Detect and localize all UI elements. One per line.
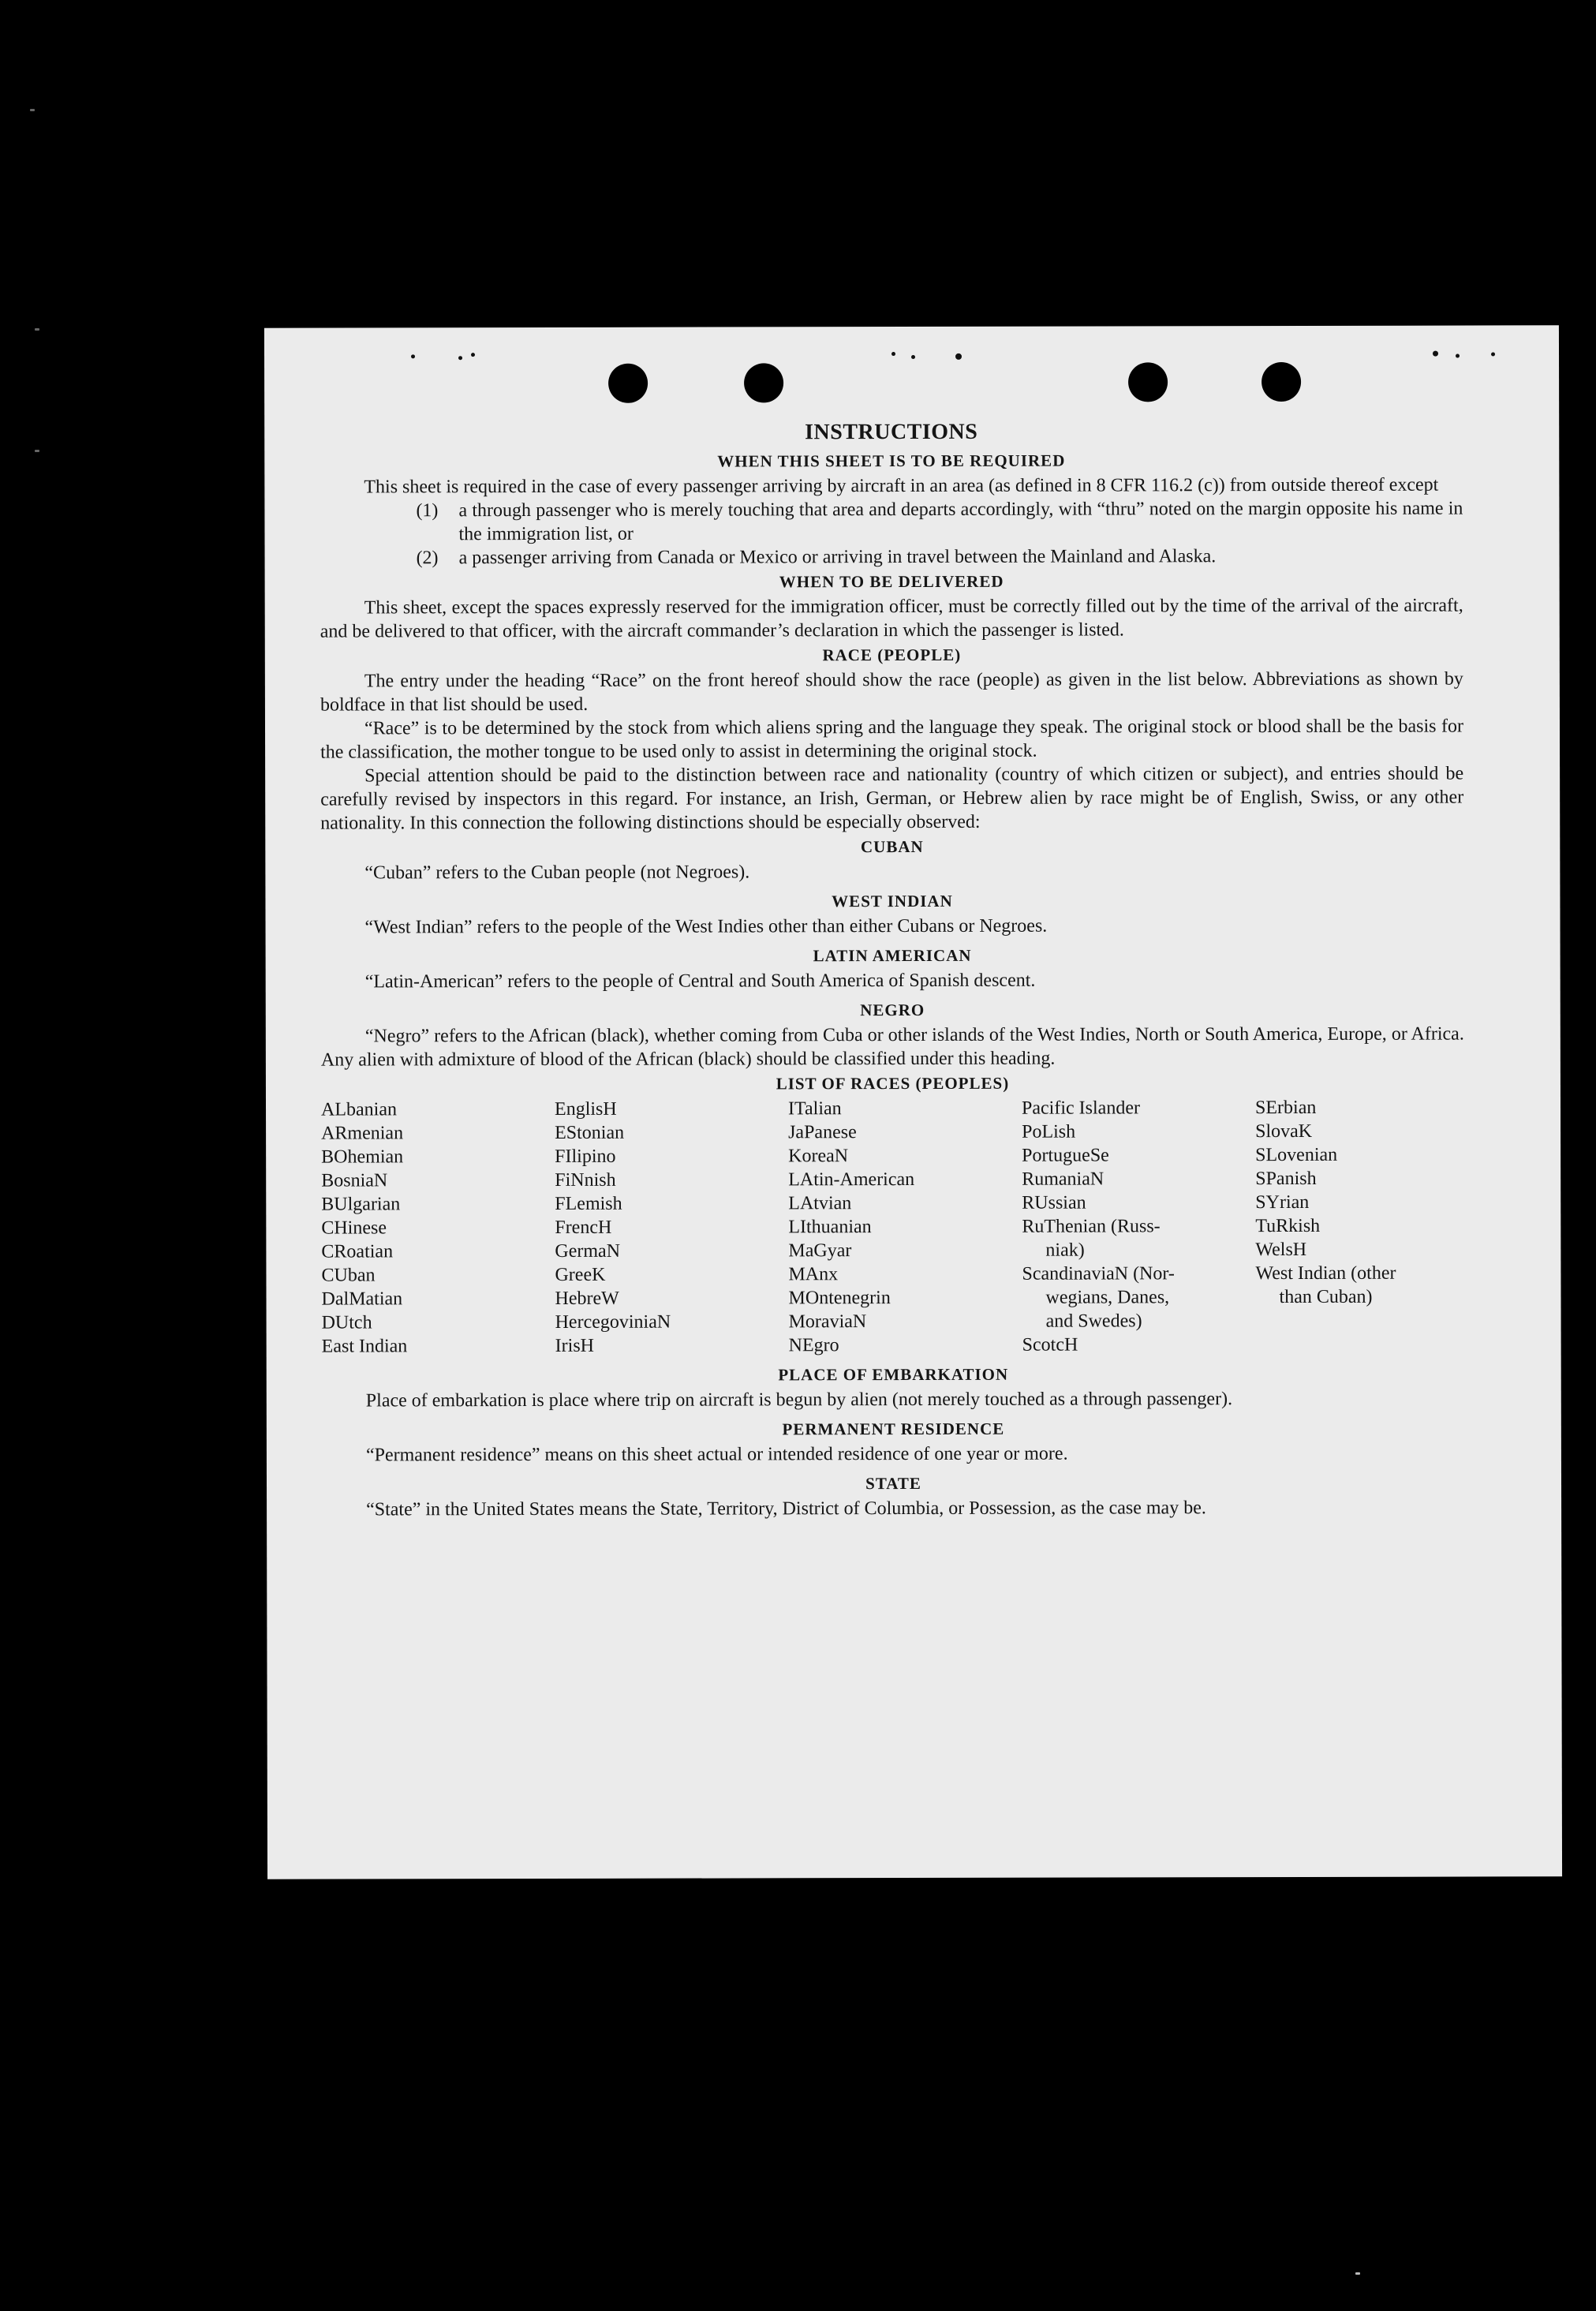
section-heading-latin-american: LATIN AMERICAN [813, 945, 972, 966]
race-entry: ScotcH [1022, 1334, 1078, 1356]
race-entry: wegians, Danes, [1045, 1287, 1170, 1308]
race-entry: SLovenian [1255, 1144, 1338, 1166]
race-entry: LAtvian [788, 1193, 852, 1214]
race-entry: RumaniaN [1022, 1169, 1104, 1190]
race-entry: GermaN [555, 1240, 621, 1262]
paragraph: Place of embarkation is place where trip on aircraft is begun by alien (not merely touched as a through passenger). [365, 1389, 1233, 1412]
section-heading-delivered: WHEN TO BE DELIVERED [779, 571, 1004, 592]
race-entry: East Indian [321, 1336, 408, 1357]
paragraph: “Cuban” refers to the Cuban people (not Negroes). [364, 862, 750, 884]
race-entry: HercegoviniaN [555, 1311, 671, 1333]
race-entry: MAnx [788, 1264, 839, 1285]
race-entry: CRoatian [321, 1241, 394, 1262]
section-heading-residence: PERMANENT RESIDENCE [782, 1419, 1005, 1439]
paper-speck [1433, 351, 1438, 357]
race-entry: JaPanese [788, 1122, 857, 1143]
section-heading-races-list: LIST OF RACES (PEOPLES) [776, 1073, 1010, 1094]
race-entry: BosniaN [321, 1170, 388, 1191]
scan-speck [35, 450, 39, 452]
section-heading-west-indian: WEST INDIAN [832, 891, 953, 911]
race-entry: than Cuban) [1279, 1286, 1373, 1308]
item-number: (1) [416, 500, 439, 522]
item-text: a through passenger who is merely touching that area and departs accordingly, with “thru” noted on the margin opposite his name in the immigration list, or [458, 498, 1463, 545]
list-item [416, 497, 1463, 547]
race-entry: Pacific Islander [1021, 1098, 1140, 1119]
race-entry: IrisH [555, 1335, 595, 1356]
paper-speck [911, 355, 915, 359]
race-entry: PoLish [1022, 1121, 1076, 1142]
race-entry: FIlipino [555, 1146, 616, 1167]
scan-speck [1355, 2272, 1360, 2275]
race-entry: LAtin-American [788, 1169, 915, 1191]
race-entry: CHinese [321, 1217, 387, 1239]
paragraph: “Negro” refers to the African (black), whether coming from Cuba or other islands of the West Indies, North or South America, Europe, or Africa. Any alien with admixture of blood of the African (black) should be classified under this heading. [320, 1023, 1464, 1071]
instruction-sheet [264, 325, 1562, 1879]
race-entry: GreeK [555, 1264, 606, 1285]
section-heading-negro: NEGRO [860, 1000, 925, 1020]
race-entry: FrencH [555, 1217, 612, 1238]
race-entry: SErbian [1254, 1097, 1317, 1119]
race-entry: MaGyar [788, 1240, 852, 1262]
paragraph: “Latin-American” refers to the people of Central and South America of Spanish descent. [364, 970, 1036, 993]
race-entry: SPanish [1255, 1168, 1317, 1190]
punch-hole [1128, 362, 1168, 402]
race-entry: BOhemian [321, 1146, 404, 1168]
paper-speck [1491, 352, 1495, 356]
race-entry: and Swedes) [1045, 1311, 1142, 1332]
paper-speck [458, 356, 462, 360]
race-entry: FLemish [555, 1193, 622, 1214]
race-entry: DUtch [321, 1312, 372, 1333]
paragraph: “Permanent residence” means on this sheet actual or intended residence of one year or more. [365, 1443, 1068, 1466]
race-entry: SYrian [1255, 1191, 1310, 1213]
race-entry: SlovaK [1255, 1120, 1313, 1142]
page-title: INSTRUCTIONS [805, 419, 978, 445]
punch-hole [608, 364, 648, 403]
race-entry: NEgro [788, 1335, 839, 1356]
race-entry: KoreaN [788, 1146, 849, 1167]
punch-hole [744, 363, 783, 402]
paragraph: “State” in the United States means the State, Territory, District of Columbia, or Possession, as the case may be. [366, 1498, 1206, 1520]
race-entry: ARmenian [321, 1123, 404, 1144]
section-heading-state: STATE [865, 1473, 921, 1494]
race-entry: LIthuanian [788, 1217, 872, 1238]
scan-speck [30, 109, 35, 111]
race-entry: HebreW [555, 1288, 619, 1309]
paragraph: The entry under the heading “Race” on the front hereof should show the race (people) as given in the list below. Abbreviations as shown by boldface in that list should be used. [320, 668, 1463, 716]
section-heading-required: WHEN THIS SHEET IS TO BE REQUIRED [717, 451, 1066, 471]
race-entry: WelsH [1255, 1239, 1307, 1261]
races-column [555, 1097, 789, 1358]
race-entry: West Indian (other [1255, 1262, 1396, 1285]
paragraph: This sheet, except the spaces expressly reserved for the immigration officer, must be correctly filled out by the time of the arrival of the aircraft, and be delivered to that officer, with the aircraft commander’s declaration in which the passenger is listed. [320, 595, 1463, 642]
item-number: (2) [416, 548, 439, 569]
race-entry: niak) [1045, 1240, 1085, 1261]
race-entry: CUban [321, 1265, 376, 1286]
race-entry: PortugueSe [1022, 1145, 1109, 1166]
race-entry: BUlgarian [321, 1194, 401, 1215]
race-entry: RUssian [1022, 1192, 1086, 1213]
section-heading-embarkation: PLACE OF EMBARKATION [778, 1364, 1009, 1385]
paragraph: “West Indian” refers to the people of the West Indies other than either Cubans or Negroes. [364, 915, 1048, 938]
punch-hole [1261, 362, 1301, 402]
race-entry: EnglisH [554, 1098, 617, 1120]
list-item [417, 544, 1463, 570]
race-entry: ALbanian [320, 1099, 398, 1120]
paragraph: This sheet is required in the case of every passenger arriving by aircraft in an area (as defined in 8 CFR 116.2 (c)) from outside thereof except [364, 474, 1439, 498]
race-entry: FiNnish [555, 1169, 616, 1191]
races-column [321, 1098, 555, 1359]
race-entry: DalMatian [321, 1288, 403, 1310]
section-heading-race: RACE (PEOPLE) [822, 645, 962, 665]
races-column [1022, 1096, 1256, 1357]
race-entry: EStonian [555, 1122, 625, 1143]
paragraph: “Race” is to be determined by the stock from which aliens spring and the language they speak. The original stock or blood shall be the basis for the classification, the mother tongue to be used only to assist in determining the original stock. [320, 716, 1464, 763]
item-text: a passenger arriving from Canada or Mexico or arriving in travel between the Mainland and Alaska. [458, 546, 1217, 569]
paper-speck [471, 353, 475, 357]
paper-speck [955, 353, 962, 360]
races-column [1255, 1096, 1467, 1357]
paper-speck [411, 354, 415, 358]
race-entry: ScandinaviaN (Nor- [1022, 1263, 1175, 1285]
races-table [321, 1096, 1465, 1359]
races-column [788, 1097, 1022, 1358]
section-heading-cuban: CUBAN [860, 836, 924, 857]
race-entry: TuRkish [1255, 1215, 1321, 1237]
race-entry: ITalian [787, 1098, 842, 1120]
paragraph: Special attention should be paid to the distinction between race and nationality (country of which citizen or subject), and entries should be carefully revised by inspectors in this regard. For instance, an Irish, German, or Hebrew alien by race might be of English, Swiss, or any other nationality. In this connection the following distinctions should be especially observed: [320, 763, 1464, 834]
race-entry: RuThenian (Russ- [1022, 1216, 1161, 1237]
race-entry: MOntenegrin [788, 1288, 891, 1309]
paper-speck [1456, 354, 1460, 358]
scan-speck [35, 328, 39, 331]
paper-speck [891, 352, 895, 356]
race-entry: MoraviaN [788, 1311, 867, 1333]
